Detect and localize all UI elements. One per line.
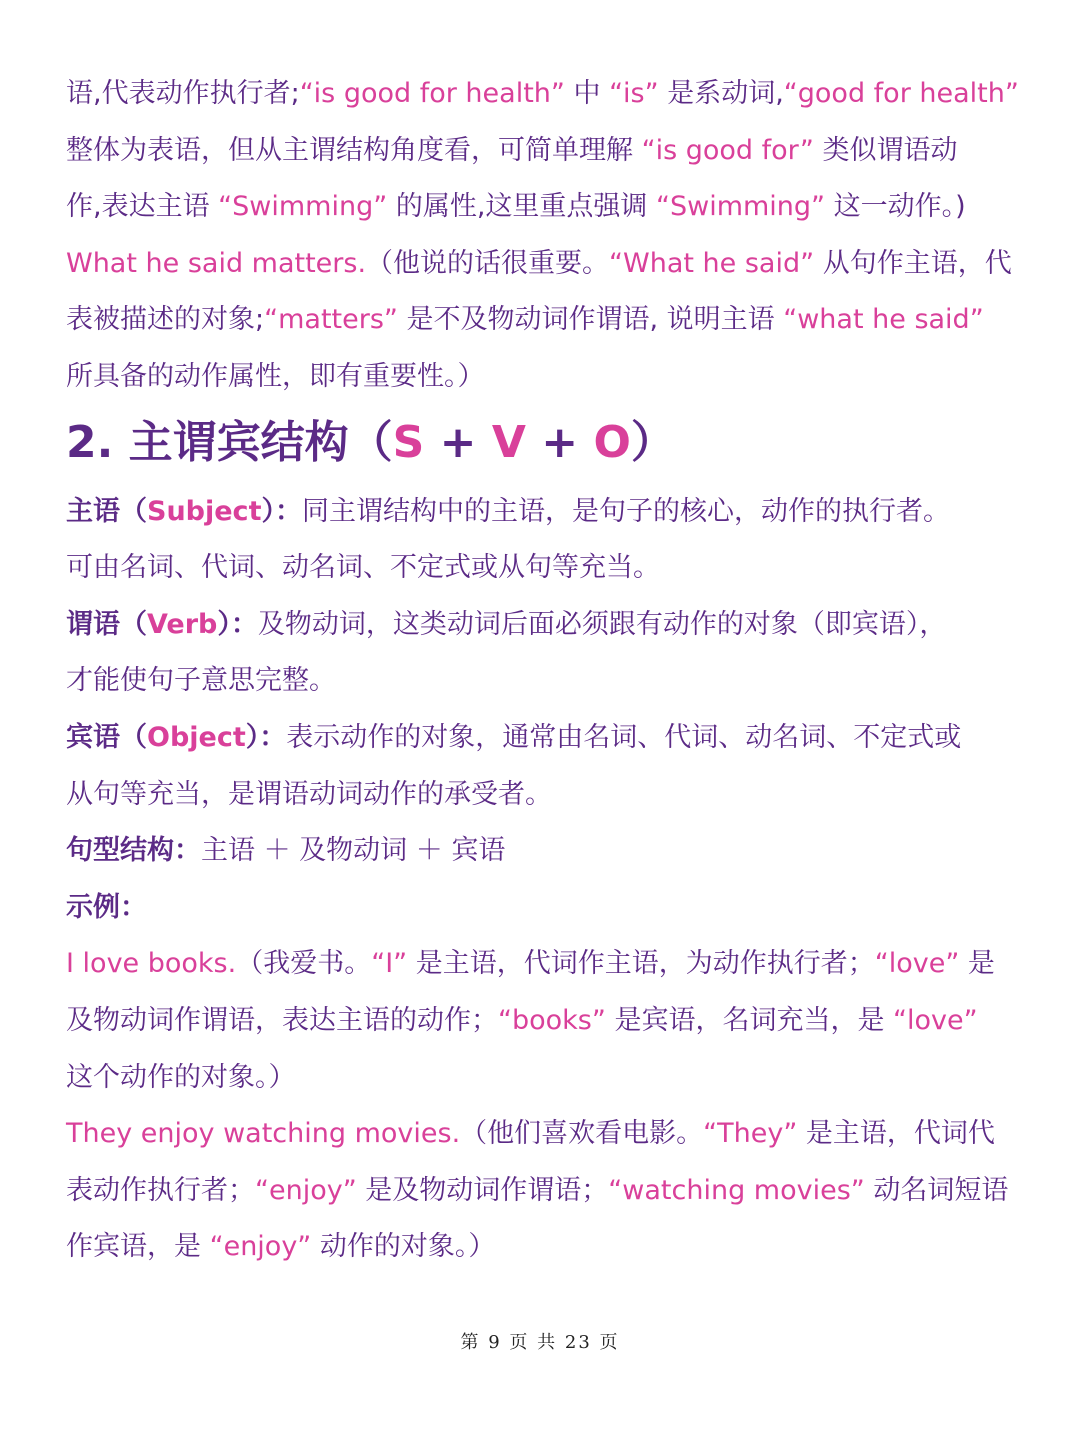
text-line: 及物动词作谓语，表达主语的动作；“books” 是宾语，名词充当，是 “love” [66, 1004, 978, 1036]
page-footer: 第 9 页 共 23 页 [460, 1332, 620, 1353]
text-line: 表动作执行者；“enjoy” 是及物动词作谓语；“watching movies” 动名词短语 [66, 1174, 1009, 1206]
text-line: 作宾语，是 “enjoy” 动作的对象。） [66, 1231, 496, 1263]
verb-definition: 谓语（Verb）：及物动词，这类动词后面必须跟有动作的对象（即宾语）， [66, 608, 947, 640]
text-line: 表被描述的对象;“matters” 是不及物动词作谓语, 说明主语 “what he said” [66, 304, 984, 336]
sentence-pattern: 句型结构：主语 ＋ 及物动词 ＋ 宾语 [66, 835, 506, 867]
text-line: 这个动作的对象。） [66, 1061, 296, 1093]
text-line: 可由名词、代词、动名词、不定式或从句等充当。 [66, 552, 660, 584]
page-content [66, 66, 1026, 1276]
object-definition: 宾语（Object）：表示动作的对象，通常由名词、代词、动名词、不定式或 [66, 721, 962, 753]
subject-definition: 主语（Subject）：同主谓结构中的主语，是句子的核心，动作的执行者。 [66, 495, 950, 527]
current-page-number: 9 [488, 1332, 502, 1353]
example-line: I love books.（我爱书。“I” 是主语，代词作主语，为动作执行者；“love” 是 [66, 948, 995, 980]
text-line: 作,表达主语 “Swimming” 的属性,这里重点强调 “Swimming” 这一动作。) [66, 191, 966, 223]
total-pages: 23 [564, 1332, 592, 1353]
example-line: They enjoy watching movies.（他们喜欢看电影。“They” 是主语，代词代 [66, 1118, 995, 1150]
example-line: What he said matters.（他说的话很重要。“What he said” 从句作主语，代 [66, 247, 1012, 279]
text-line: 整体为表语，但从主谓结构角度看，可简单理解 “is good for” 类似谓语动 [66, 134, 958, 166]
text-line: 才能使句子意思完整。 [66, 665, 336, 697]
text-line: 从句等充当，是谓语动词动作的承受者。 [66, 778, 552, 810]
text-line: 语,代表动作执行者;“is good for health” 中 “is” 是系动词,“good for health” [66, 78, 1019, 109]
section-heading: 2. 主谓宾结构（S + V + O） [66, 416, 675, 468]
examples-label: 示例： [66, 891, 147, 923]
text-line: 所具备的动作属性，即有重要性。） [66, 360, 485, 392]
